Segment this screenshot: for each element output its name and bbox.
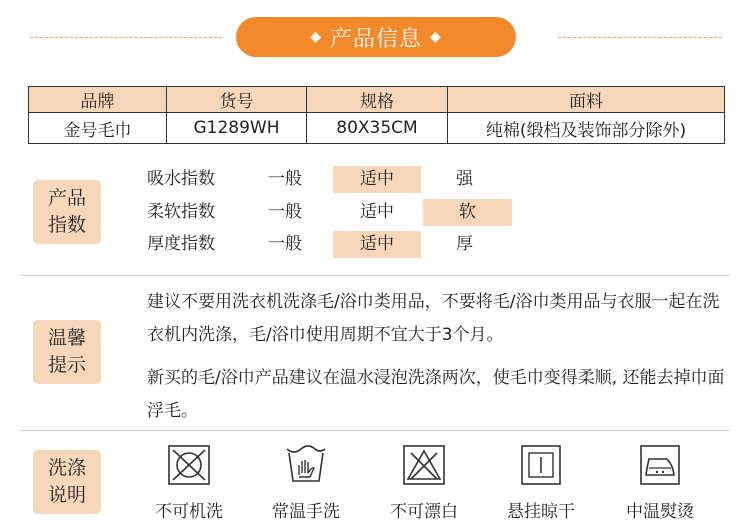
care-label: 常温手洗 (272, 502, 340, 522)
index-name: 吸水指数 (147, 169, 215, 189)
iron-medium-icon (637, 443, 683, 487)
care-item (254, 443, 358, 522)
cell-item-no: G1289WH (167, 113, 307, 144)
section-title-banner (236, 17, 516, 57)
hang-dry-icon (518, 443, 564, 487)
index-low: 一般 (268, 202, 302, 222)
header-fabric: 面料 (448, 87, 725, 113)
care-label: 不可漂白 (390, 502, 458, 522)
index-mid-selected: 适中 (333, 166, 421, 193)
cell-fabric: 纯棉(缎档及装饰部分除外) (448, 113, 725, 144)
header-item-no: 货号 (167, 87, 307, 113)
header-size: 规格 (307, 87, 448, 113)
index-mid: 适中 (360, 202, 394, 222)
care-item (372, 443, 476, 522)
cell-brand: 金号毛巾 (29, 113, 167, 144)
bullet-icon: ◆ (430, 29, 442, 45)
care-label: 悬挂晾干 (507, 502, 575, 522)
divider (20, 430, 730, 431)
wash-label: 洗涤说明 (33, 450, 101, 514)
left-dashed-line (30, 37, 222, 38)
tips-label: 温馨提示 (33, 320, 101, 384)
indices-label: 产品指数 (33, 180, 101, 244)
no-bleach-icon (401, 443, 447, 487)
tip-paragraph: 新买的毛/浴巾产品建议在温水浸泡洗涤两次，使毛巾变得柔顺, 还能去掉巾面浮毛。 (147, 368, 725, 421)
spec-table (28, 86, 725, 144)
hand-wash-icon (283, 443, 329, 487)
table-row (29, 113, 725, 144)
index-name: 厚度指数 (147, 234, 215, 254)
index-low: 一般 (268, 169, 302, 189)
no-machine-wash-icon (166, 443, 212, 487)
bullet-icon: ◆ (310, 29, 322, 45)
index-high-selected: 软 (423, 199, 512, 226)
divider (20, 275, 730, 276)
care-item (489, 443, 593, 522)
header-brand: 品牌 (29, 87, 167, 113)
care-label: 不可机洗 (155, 502, 223, 522)
care-label: 中温熨烫 (626, 502, 694, 522)
cell-size: 80X35CM (307, 113, 448, 144)
index-low: 一般 (268, 234, 302, 254)
index-name: 柔软指数 (147, 202, 215, 222)
care-item (137, 443, 241, 522)
right-dashed-line (558, 37, 722, 38)
care-item (608, 443, 712, 522)
index-high: 厚 (456, 234, 473, 254)
section-title: 产品信息 (329, 26, 422, 52)
table-header-row (29, 87, 725, 113)
tip-paragraph: 建议不要用洗衣机洗涤毛/浴巾类用品，不要将毛/浴巾类用品与衣服一起在洗衣机内洗涤，毛/浴巾使用周期不宜大于3个月。 (147, 292, 720, 345)
index-high: 强 (456, 169, 473, 189)
index-mid-selected: 适中 (333, 231, 421, 258)
